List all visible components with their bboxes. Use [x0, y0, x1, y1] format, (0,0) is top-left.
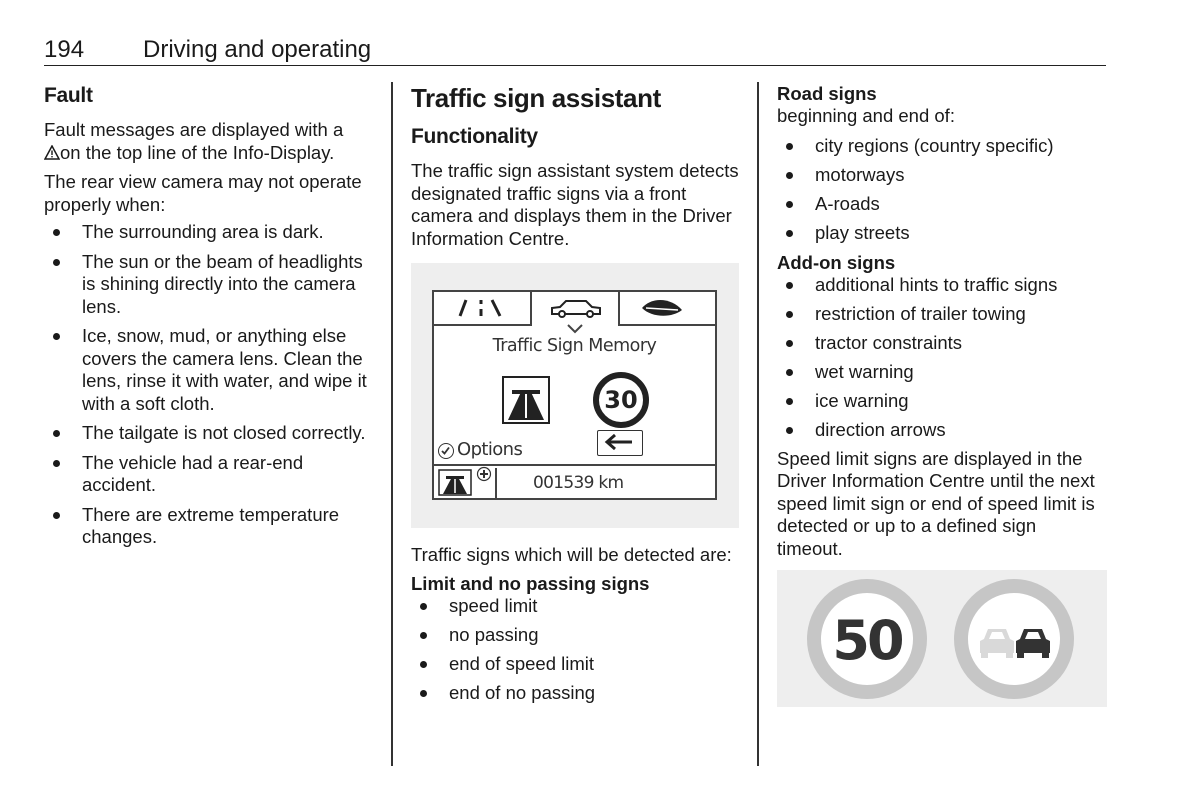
page-number: 194	[44, 36, 85, 63]
camera-paragraph: The rear view camera may not operate properly when:	[44, 171, 362, 215]
bullet-icon	[786, 230, 793, 237]
motorway-status-icon	[438, 469, 472, 496]
tab-pointer	[568, 325, 582, 332]
list-item: motorways	[777, 164, 1107, 187]
list-item: end of no passing	[411, 682, 741, 705]
lane-icon	[460, 300, 500, 316]
motorway-sign-icon	[502, 376, 550, 424]
fault-text-line2: on the top line of the Info-Display.	[60, 141, 335, 163]
driver-info-display-figure	[411, 263, 739, 528]
list-item: The tailgate is not closed correctly.	[44, 422, 372, 445]
traffic-intro: The traffic sign assistant system detects designated traffic signs via a front camera and displays them in the Driver Information Centre.	[411, 160, 739, 249]
column-divider	[391, 82, 393, 766]
road-signs-intro: beginning and end of:	[777, 105, 955, 126]
fault-list	[44, 221, 372, 549]
speed-limit-50-sign	[807, 579, 927, 699]
limit-list	[411, 595, 741, 705]
road-signs-list	[777, 135, 1107, 245]
traffic-column	[411, 76, 741, 704]
bullet-icon	[53, 512, 60, 519]
list-item: There are extreme temperature changes.	[44, 504, 372, 549]
detected-intro: Traffic signs which will be detected are:	[411, 544, 732, 565]
fault-paragraph	[44, 119, 372, 165]
bullet-icon	[786, 172, 793, 179]
bullet-icon	[420, 603, 427, 610]
fault-text-line1: Fault messages are displayed with a	[44, 119, 344, 140]
add-on-plus-icon	[476, 466, 492, 482]
bullet-icon	[786, 398, 793, 405]
bullet-icon	[420, 690, 427, 697]
speed-limit-signs-figure	[777, 570, 1107, 707]
add-on-list	[777, 274, 1107, 442]
list-item: A-roads	[777, 193, 1107, 216]
list-item: city regions (country specific)	[777, 135, 1107, 158]
bullet-icon	[786, 311, 793, 318]
bullet-icon	[786, 427, 793, 434]
list-item: The surrounding area is dark.	[44, 221, 372, 244]
speed-limit-value: 30	[604, 386, 638, 414]
no-passing-sign	[954, 579, 1074, 699]
speed-limit-paragraph: Speed limit signs are displayed in the Driver Information Centre until the next speed limit sign or end of speed limit is detected or up to a defined sign timeout.	[777, 447, 1095, 559]
display-heading: Traffic Sign Memory	[492, 336, 657, 356]
bullet-icon	[53, 460, 60, 467]
list-item: end of speed limit	[411, 653, 741, 676]
warning-triangle-icon	[44, 143, 60, 166]
bullet-icon	[786, 282, 793, 289]
list-item: restriction of trailer towing	[777, 303, 1107, 326]
bullet-icon	[786, 340, 793, 347]
display-screen	[432, 290, 717, 500]
bullet-icon	[53, 259, 60, 266]
list-item: tractor constraints	[777, 332, 1107, 355]
road-signs-heading: Road signs	[777, 83, 877, 104]
eco-leaf-icon	[642, 300, 682, 316]
road-signs-column	[777, 76, 1107, 707]
list-item: no passing	[411, 624, 741, 647]
bullet-icon	[786, 143, 793, 150]
list-item: The vehicle had a rear-end accident.	[44, 452, 372, 497]
bullet-icon	[420, 632, 427, 639]
bullet-icon	[786, 201, 793, 208]
bullet-icon	[53, 229, 60, 236]
list-item: speed limit	[411, 595, 741, 618]
car-icon	[552, 301, 600, 317]
back-arrow-icon	[598, 431, 640, 453]
functionality-heading: Functionality	[411, 125, 538, 148]
options-check-icon	[438, 443, 454, 459]
fault-heading: Fault	[44, 84, 93, 107]
list-item: ice warning	[777, 390, 1107, 413]
limit-heading: Limit and no passing signs	[411, 572, 650, 594]
bullet-icon	[786, 369, 793, 376]
list-item: The sun or the beam of headlights is shining directly into the camera lens.	[44, 251, 372, 319]
no-passing-cars-icon	[968, 593, 1060, 685]
tab-icons	[434, 292, 715, 336]
options-label: Options	[457, 439, 523, 460]
traffic-heading: Traffic sign assistant	[411, 83, 661, 113]
back-arrow-button[interactable]	[597, 430, 643, 456]
list-item: additional hints to traffic signs	[777, 274, 1107, 297]
bullet-icon	[420, 661, 427, 668]
fault-column	[44, 76, 372, 549]
bullet-icon	[53, 430, 60, 437]
speed-limit-sign-30	[593, 372, 649, 428]
speed-limit-50-value: 50	[832, 609, 902, 672]
odometer-readout: 001539 km	[533, 473, 624, 493]
list-item: direction arrows	[777, 419, 1107, 442]
column-divider	[757, 82, 759, 766]
status-separator	[495, 468, 497, 498]
list-item: Ice, snow, mud, or anything else covers the camera lens. Clean the lens, rinse it with water, and wipe it with a soft cloth.	[44, 325, 372, 415]
section-title: Driving and operating	[143, 36, 372, 63]
list-item: play streets	[777, 222, 1107, 245]
page-header	[44, 36, 1106, 66]
add-on-heading: Add-on signs	[777, 252, 896, 273]
list-item: wet warning	[777, 361, 1107, 384]
bullet-icon	[53, 333, 60, 340]
